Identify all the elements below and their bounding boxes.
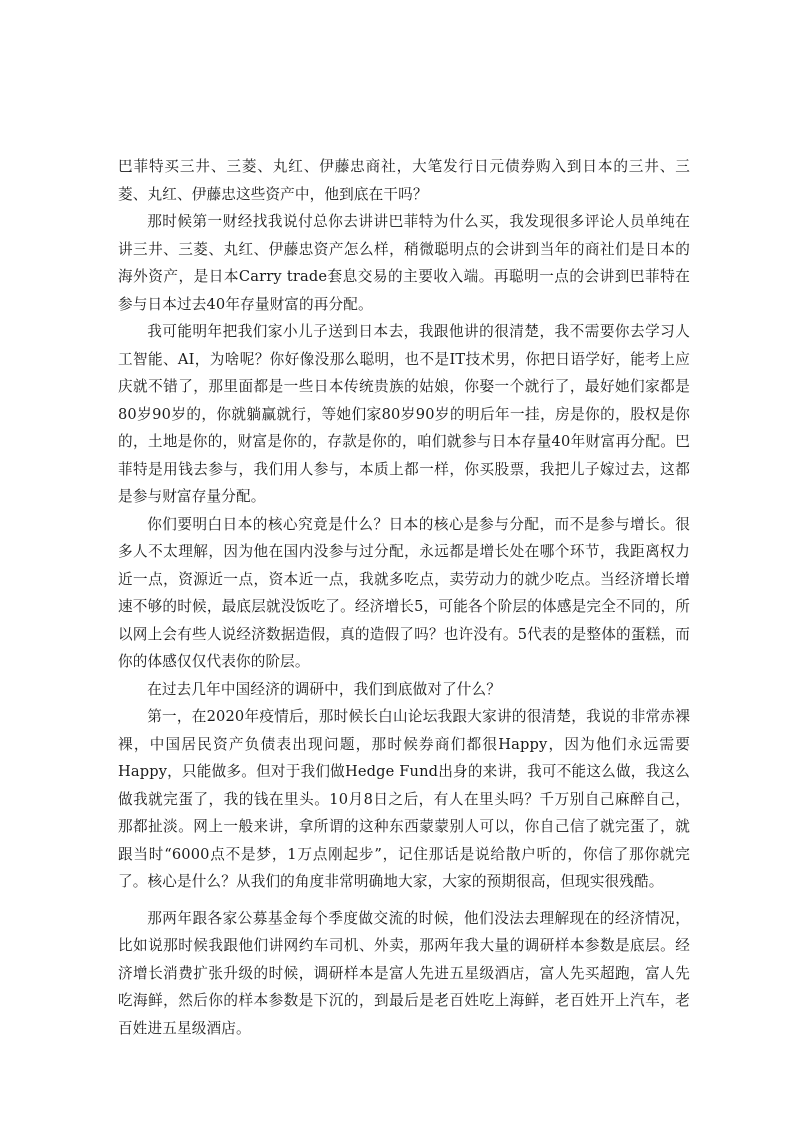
document-body: [118, 153, 690, 1042]
paragraph-1: 巴菲特买三井、三菱、丸红、伊藤忠商社，大笔发行日元债券购入到日本的三井、三菱、丸红、伊藤忠这些资产中，他到底在干吗？: [118, 158, 690, 203]
paragraph-6: 第一，在2020年疫情后，那时候长白山论坛我跟大家讲的很清楚，我说的非常赤裸裸，中国居民资产负债表出现问题，那时候券商们都很Happy，因为他们永远需要Happy，只能做多。但对于我们做Hedge Fund出身的来讲，我可不能这么做，我这么做我就完蛋了，我的钱在里头。10月8日之后，有人在里头吗？千万别自己麻醉自己，那都扯淡。网上一般来讲，拿所谓的这种东西蒙蒙别人可以，你自己信了就完蛋了，就跟当时“6000点不是梦，1万点刚起步”，记住那话是说给散户听的，你信了那你就完了。核心是什么？从我们的角度非常明确地大家，大家的预期很高，但现实很残酷。: [118, 708, 690, 890]
paragraph-4: 你们要明白日本的核心究竟是什么？日本的核心是参与分配，而不是参与增长。很多人不太理解，因为他在国内没参与过分配，永远都是增长处在哪个环节，我距离权力近一点，资源近一点，资本近一点，我就多吃点，卖劳动力的就少吃点。当经济增长增速不够的时候，最底层就没饭吃了。经济增长5，可能各个阶层的体感是完全不同的，所以网上会有些人说经济数据造假，真的造假了吗？也许没有。5代表的是整体的蛋糕，而你的体感仅仅代表你的阶层。: [118, 515, 690, 670]
paragraph-3: 我可能明年把我们家小儿子送到日本去，我跟他讲的很清楚，我不需要你去学习人工智能、AI，为啥呢？你好像没那么聪明，也不是IT技术男，你把日语学好，能考上应庆就不错了，那里面都是一些日本传统贵族的姑娘，你娶一个就行了，最好她们家都是80岁90岁的，你就躺赢就行，等她们家80岁90岁的明后年一挂，房是你的，股权是你的，土地是你的，财富是你的，存款是你的，咱们就参与日本存量40年财富再分配。巴菲特是用钱去参与，我们用人参与，本质上都一样，你买股票，我把儿子嫁过去，这都是参与财富存量分配。: [118, 323, 690, 505]
paragraph-7: 那两年跟各家公募基金每个季度做交流的时候，他们没法去理解现在的经济情况，比如说那时候我跟他们讲网约车司机、外卖，那两年我大量的调研样本参数是底层。经济增长消费扩张升级的时候，调研样本是富人先进五星级酒店，富人先买超跑，富人先吃海鲜，然后你的样本参数是下沉的，到最后是老百姓吃上海鲜，老百姓开上汽车，老百姓进五星级酒店。: [118, 909, 690, 1037]
paragraph-2: 那时候第一财经找我说付总你去讲讲巴菲特为什么买，我发现很多评论人员单纯在讲三井、三菱、丸红、伊藤忠资产怎么样，稍微聪明点的会讲到当年的商社们是日本的海外资产，是日本Carry trade套息交易的主要收入端。再聪明一点的会讲到巴菲特在参与日本过去40年存量财富的再分配。: [118, 213, 690, 313]
paragraph-5: 在过去几年中国经济的调研中，我们到底做对了什么？: [147, 680, 502, 698]
